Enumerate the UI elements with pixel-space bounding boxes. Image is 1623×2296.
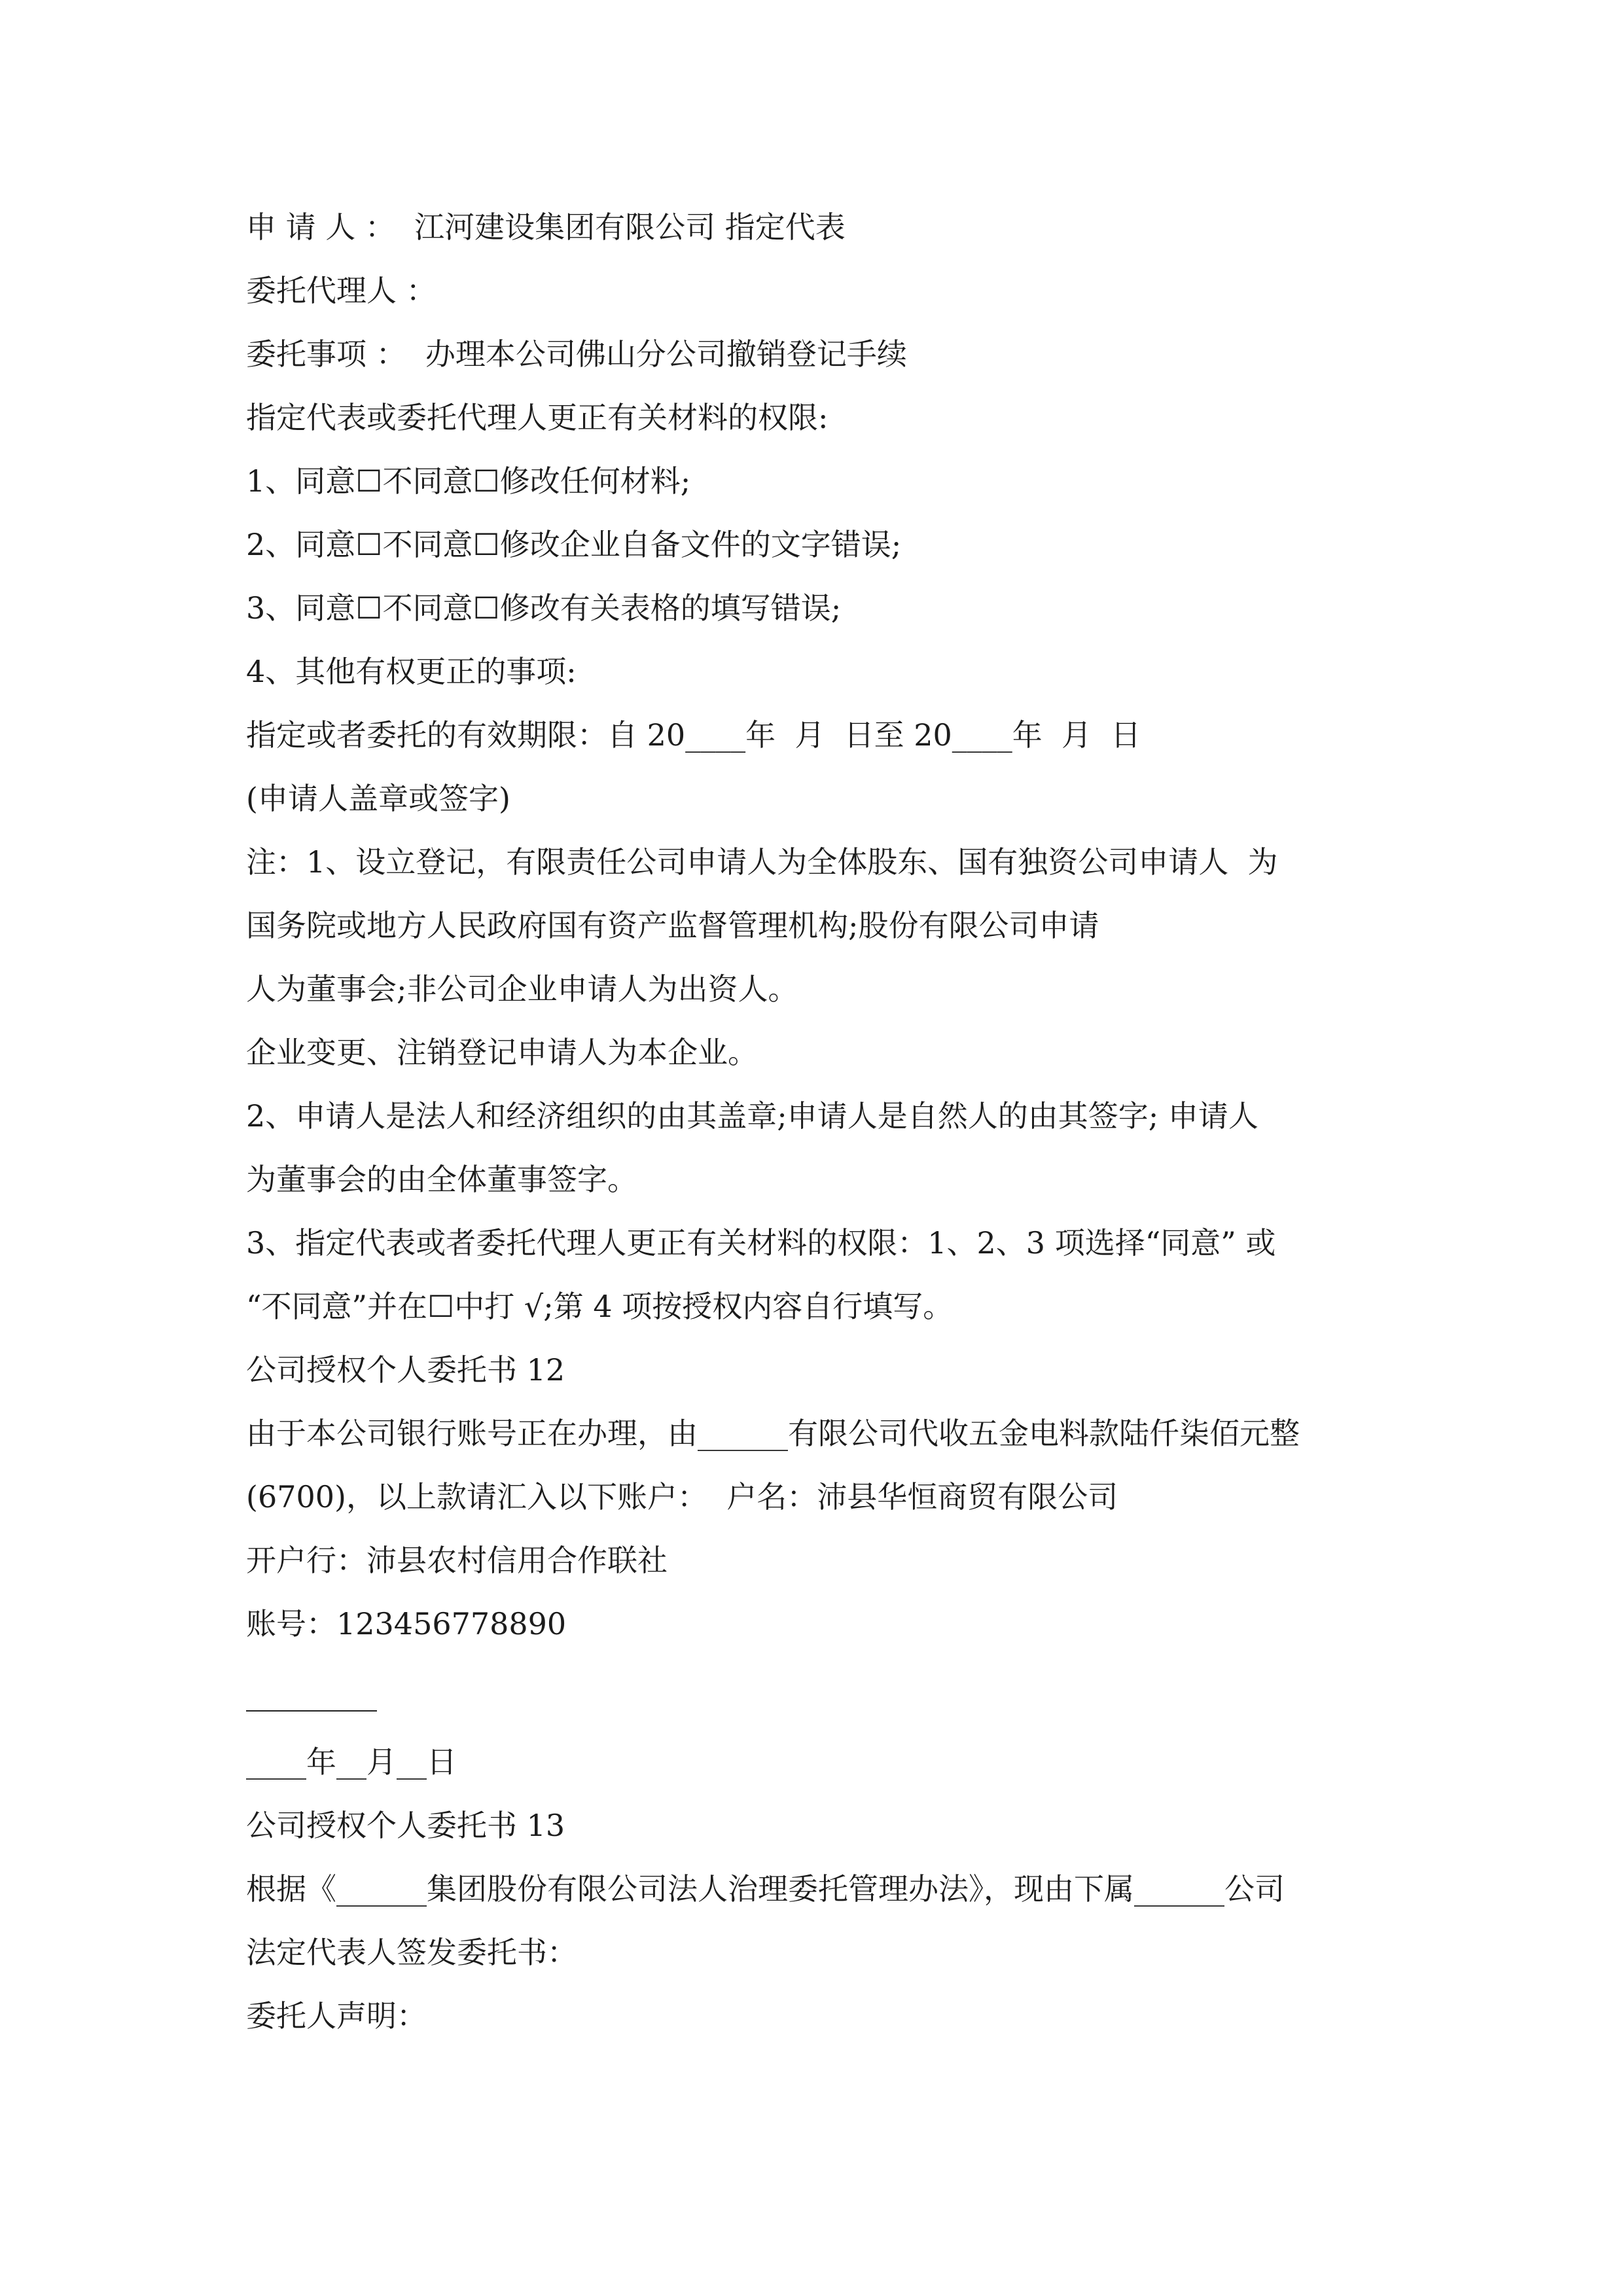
text-line-basis-1: 根据《______集团股份有限公司法人治理委托管理办法》，现由下属______公司 (246, 1871, 1285, 1907)
text-line-account-number: 账号：123456778890 (246, 1606, 567, 1641)
text-line-validity-period: 指定或者委托的有效期限：自 20____年 月 日至 20____年 月 日 (246, 717, 1141, 753)
section-heading-12: 公司授权个人委托书 12 (246, 1352, 565, 1388)
date-line: ____年__月__日 (246, 1744, 457, 1780)
text-line-basis-2: 法定代表人签发委托书： (246, 1935, 577, 1970)
text-line-note-2b: 为董事会的由全体董事签字。 (246, 1162, 637, 1197)
text-line-matter: 委托事项 ： 办理本公司佛山分公司撤销登记手续 (246, 336, 907, 372)
text-line-note-1c: 人为董事会;非公司企业申请人为出资人。 (246, 971, 798, 1007)
text-line-note-2a: 2、申请人是法人和经济组织的由其盖章;申请人是自然人的由其签字; 申请人 (246, 1098, 1258, 1134)
text-line-note-3b: “不同意”并在☐中打 √;第 4 项按授权内容自行填写。 (246, 1289, 954, 1324)
text-line-note-3a: 3、指定代表或者委托代理人更正有关材料的权限：1、2、3 项选择“同意” 或 (246, 1225, 1276, 1261)
text-line-authority-2: 2、同意☐不同意☐修改企业自备文件的文字错误; (246, 527, 902, 562)
text-line-note-1b: 国务院或地方人民政府国有资产监督管理机构;股份有限公司申请 (246, 908, 1099, 943)
text-line-declaration: 委托人声明： (246, 1998, 427, 2034)
text-line-authority-4: 4、其他有权更正的事项: (246, 654, 577, 689)
text-line-bank-1: 由于本公司银行账号正在办理，由______有限公司代收五金电料款陆仟柒佰元整 (246, 1416, 1300, 1451)
text-line-agent: 委托代理人 ： (246, 273, 437, 308)
text-line-bank-branch: 开户行：沛县农村信用合作联社 (246, 1543, 668, 1578)
text-line-bank-2: (6700)，以上款请汇入以下账户： 户名：沛县华恒商贸有限公司 (246, 1479, 1118, 1515)
text-line-authority-1: 1、同意☐不同意☐修改任何材料; (246, 463, 691, 499)
text-line-note-1d: 企业变更、注销登记申请人为本企业。 (246, 1035, 758, 1070)
text-line-applicant: 申 请 人 ： 江河建设集团有限公司 指定代表 (246, 209, 846, 245)
section-heading-13: 公司授权个人委托书 13 (246, 1808, 565, 1843)
text-line-authority-heading: 指定代表或委托代理人更正有关材料的权限: (246, 400, 829, 435)
signature-underline (246, 1710, 377, 1712)
text-line-authority-3: 3、同意☐不同意☐修改有关表格的填写错误; (246, 590, 842, 626)
text-line-signature-note: (申请人盖章或签字) (246, 781, 510, 816)
text-line-note-1a: 注：1、设立登记，有限责任公司申请人为全体股东、国有独资公司申请人 为 (246, 844, 1278, 880)
